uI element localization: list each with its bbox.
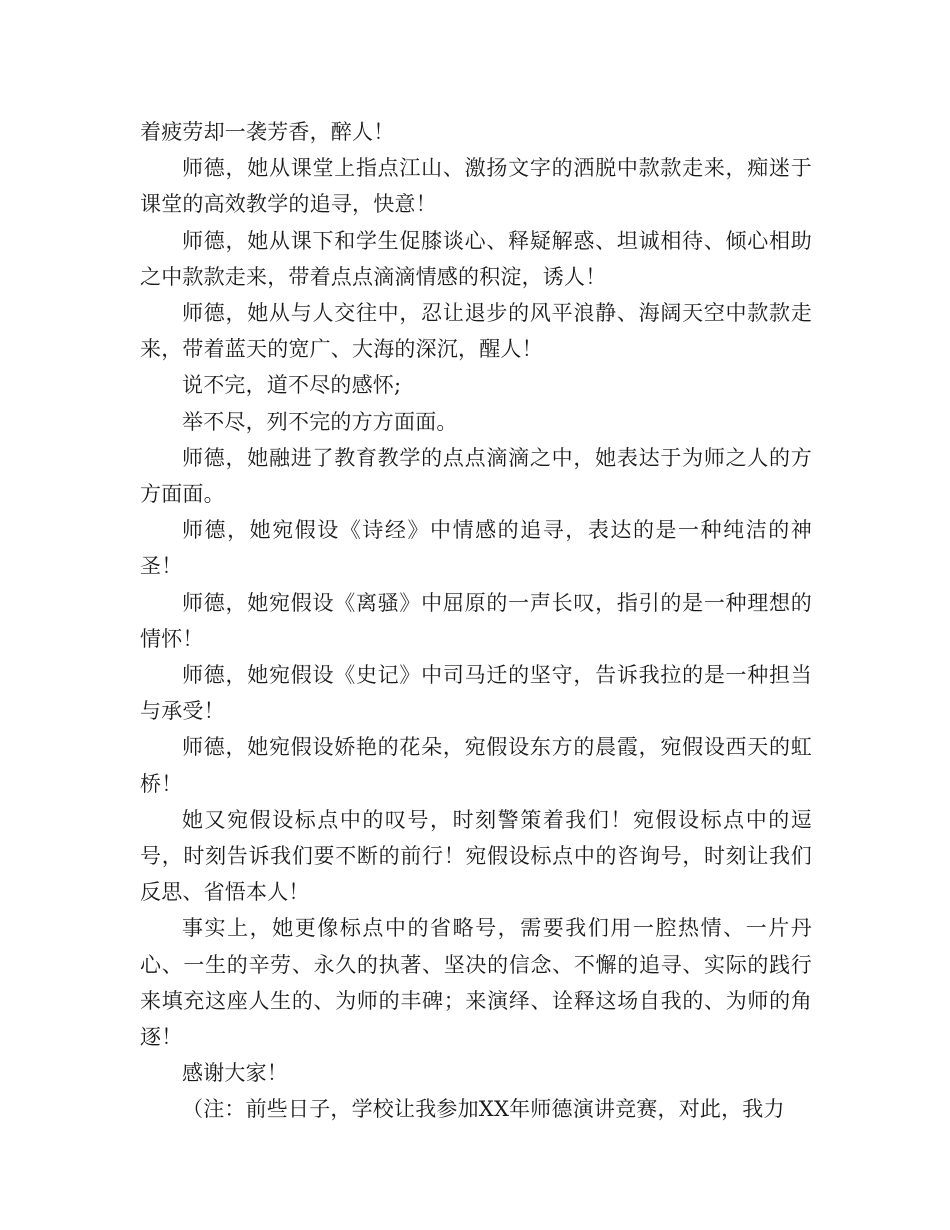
paragraph-5: 举不尽，列不完的方方面面。	[182, 409, 458, 434]
document-body	[140, 114, 812, 1128]
paragraph-2: 师德，她从课下和学生促膝谈心、释疑解惑、坦诚相待、倾心相助之中款款走来，带着点点滴滴情感的积淀，诱人！	[140, 228, 812, 289]
paragraph-continuation: 着疲劳却一袭芳香，醉人！	[140, 120, 395, 144]
paragraph-note: （注：前些日子，学校让我参加XX年师德演讲竞赛，对此，我力	[182, 1097, 785, 1122]
paragraph-7: 师德，她宛假设《诗经》中情感的追寻，表达的是一种纯洁的神圣！	[140, 518, 812, 579]
paragraph-1: 师德，她从课堂上指点江山、激扬文字的洒脱中款款走来，痴迷于课堂的高效教学的追寻，快意！	[140, 156, 812, 217]
paragraph-13: 感谢大家！	[182, 1061, 288, 1086]
paragraph-4: 说不完，道不尽的感怀;	[182, 373, 402, 398]
paragraph-12: 事实上，她更像标点中的省略号，需要我们用一腔热情、一片丹心、一生的辛劳、永久的执著、坚决的信念、不懈的追寻、实际的践行来填充这座人生的、为师的丰碑；来演绎、诠释这场自我的、为师的角逐！	[140, 916, 812, 1050]
paragraph-9: 师德，她宛假设《史记》中司马迁的坚守，告诉我拉的是一种担当与承受！	[140, 663, 812, 724]
paragraph-6: 师德，她融进了教育教学的点点滴滴之中，她表达于为师之人的方方面面。	[140, 445, 812, 507]
paragraph-11: 她又宛假设标点中的叹号，时刻警策着我们！宛假设标点中的逗号，时刻告诉我们要不断的前行！宛假设标点中的咨询号，时刻让我们反思、省悟本人！	[140, 807, 812, 905]
paragraph-8: 师德，她宛假设《离骚》中屈原的一声长叹，指引的是一种理想的情怀！	[140, 590, 812, 651]
paragraph-10: 师德，她宛假设娇艳的花朵，宛假设东方的晨霞，宛假设西天的虹桥！	[140, 735, 812, 796]
paragraph-3: 师德，她从与人交往中，忍让退步的风平浪静、海阔天空中款款走来，带着蓝天的宽广、大海的深沉，醒人！	[140, 301, 812, 362]
